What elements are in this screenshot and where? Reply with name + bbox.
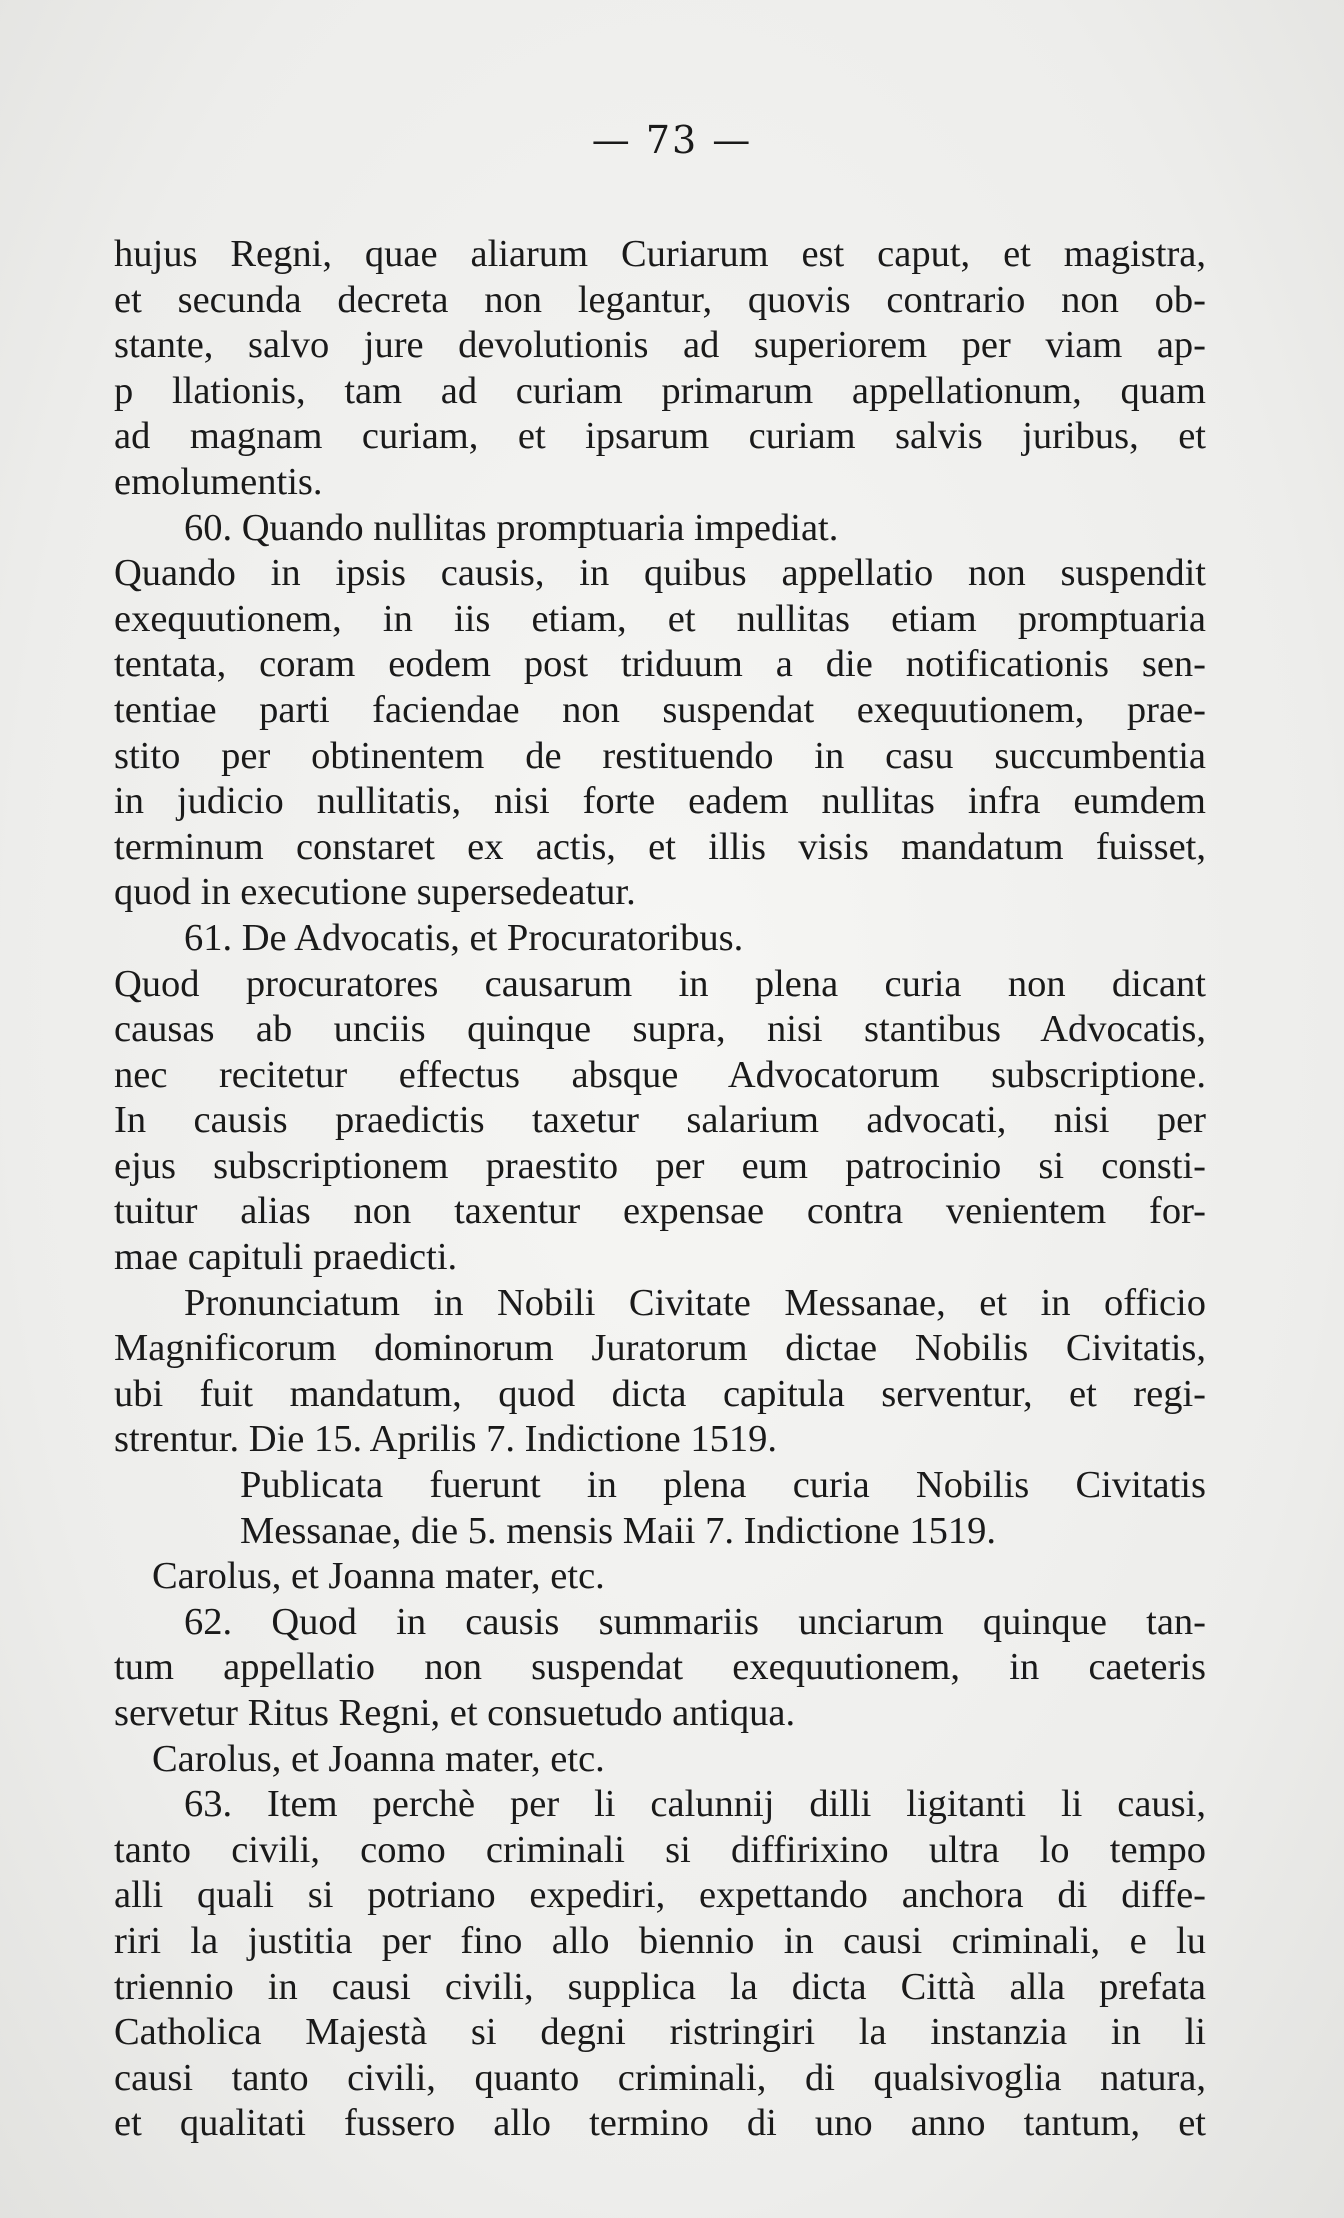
- text-line: Publicata fuerunt in plena curia Nobilis Civitatis: [240, 1464, 1206, 1507]
- text-line: exequutionem, in iis etiam, et nullitas etiam promptuaria: [114, 597, 1206, 640]
- text-line: alli quali si potriano expediri, expettando anchora di diffe-: [114, 1874, 1206, 1917]
- text-line: mae capituli praedicti.: [114, 1236, 458, 1279]
- text-line: In causis praedictis taxetur salarium advocati, nisi per: [114, 1099, 1206, 1142]
- page-number: — 73 —: [591, 118, 753, 162]
- text-line: et secunda decreta non legantur, quovis contrario non ob-: [114, 278, 1206, 321]
- text-line: ubi fuit mandatum, quod dicta capitula serventur, et regi-: [114, 1372, 1206, 1415]
- text-line: stito per obtinentem de restituendo in casu succumbentia: [114, 734, 1206, 777]
- text-line: tentata, coram eodem post triduum a die notificationis sen-: [114, 643, 1206, 686]
- text-line: quod in executione supersedeatur.: [114, 871, 636, 914]
- text-line: in judicio nullitatis, nisi forte eadem nullitas infra eumdem: [114, 780, 1206, 823]
- text-line: Carolus, et Joanna mater, etc.: [152, 1737, 605, 1780]
- text-line: causas ab unciis quinque supra, nisi stantibus Advocatis,: [114, 1008, 1206, 1051]
- section-heading-62: 62. Quod in causis summariis unciarum quinque tan-: [184, 1600, 1206, 1643]
- text-line: causi tanto civili, quanto criminali, di qualsivoglia natura,: [114, 2056, 1206, 2099]
- text-line: nec recitetur effectus absque Advocatorum subscriptione.: [114, 1053, 1206, 1096]
- text-line: Catholica Majestà si degni ristringiri la instanzia in li: [114, 2011, 1206, 2054]
- text-line: Messanae, die 5. mensis Maii 7. Indictione 1519.: [240, 1509, 996, 1552]
- text-line: Magnificorum dominorum Juratorum dictae Nobilis Civitatis,: [114, 1327, 1206, 1370]
- text-line: riri la justitia per fino allo biennio in causi criminali, e lu: [114, 1919, 1206, 1962]
- text-line: emolumentis.: [114, 460, 323, 503]
- text-line: Quod procuratores causarum in plena curia non dicant: [114, 962, 1206, 1005]
- text-line: et qualitati fussero allo termino di uno anno tantum, et: [114, 2102, 1206, 2145]
- section-heading-60: 60. Quando nullitas promptuaria impediat.: [184, 506, 839, 549]
- text-line: ejus subscriptionem praestito per eum patrocinio si consti-: [114, 1144, 1206, 1187]
- text-line: Quando in ipsis causis, in quibus appellatio non suspendit: [114, 552, 1206, 595]
- text-line: terminum constaret ex actis, et illis visis mandatum fuisset,: [114, 825, 1206, 868]
- text-line: strentur. Die 15. Aprilis 7. Indictione 1519.: [114, 1418, 777, 1461]
- text-line: stante, salvo jure devolutionis ad superiorem per viam ap-: [114, 324, 1206, 367]
- text-line: tum appellatio non suspendat exequutionem, in caeteris: [114, 1646, 1206, 1689]
- text-line: ad magnam curiam, et ipsarum curiam salvis juribus, et: [114, 415, 1206, 458]
- text-line: tentiae parti faciendae non suspendat exequutionem, prae-: [114, 688, 1206, 731]
- text-line: p llationis, tam ad curiam primarum appellationum, quam: [114, 369, 1206, 412]
- section-heading-61: 61. De Advocatis, et Procuratoribus.: [184, 916, 744, 959]
- text-line: servetur Ritus Regni, et consuetudo antiqua.: [114, 1692, 796, 1734]
- text-line: tuitur alias non taxentur expensae contra venientem for-: [114, 1190, 1206, 1233]
- text-line: Pronunciatum in Nobili Civitate Messanae, et in officio: [184, 1281, 1206, 1324]
- section-heading-63: 63. Item perchè per li calunnij dilli ligitanti li causi,: [184, 1783, 1206, 1826]
- text-line: tanto civili, como criminali si diffirixino ultra lo tempo: [114, 1828, 1206, 1871]
- text-line: Carolus, et Joanna mater, etc.: [152, 1555, 605, 1598]
- text-line: hujus Regni, quae aliarum Curiarum est caput, et magistra,: [114, 233, 1206, 275]
- body-text: [114, 232, 1206, 2147]
- text-line: triennio in causi civili, supplica la dicta Città alla prefata: [114, 1965, 1206, 2008]
